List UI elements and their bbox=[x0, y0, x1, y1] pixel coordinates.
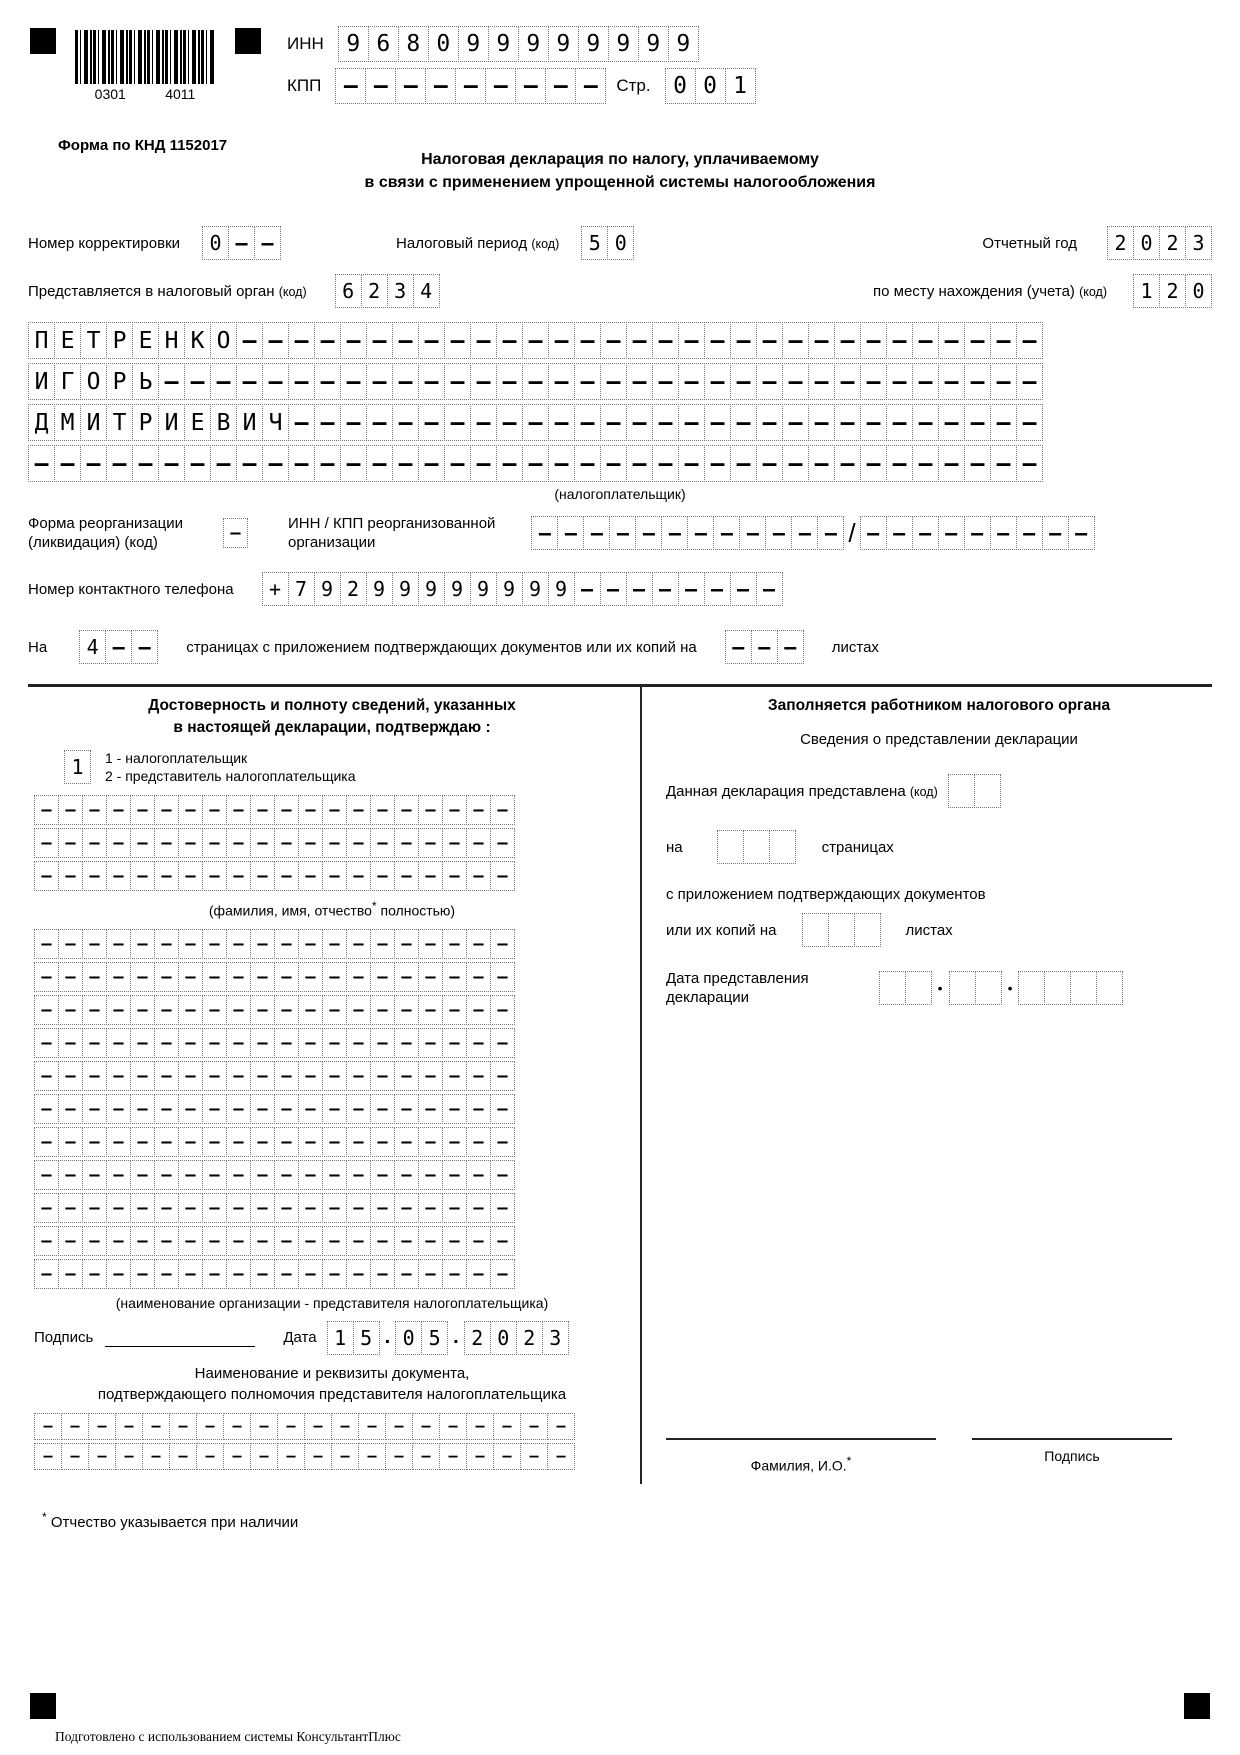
reorg-innkpp-label-line1: ИНН / КПП реорганизованной bbox=[288, 515, 496, 532]
officer-sign-signature bbox=[972, 1438, 1172, 1474]
date-dot-2: . bbox=[453, 1326, 459, 1349]
org-name-line-8[interactable]: – – – – – – – – – – – – – – – – – – – – bbox=[34, 1160, 630, 1190]
location-code-suffix: (код) bbox=[1079, 284, 1107, 299]
authority-location-row bbox=[0, 274, 1240, 308]
org-name-line-4[interactable]: – – – – – – – – – – – – – – – – – – – – bbox=[34, 1028, 630, 1058]
signature-label: Подпись bbox=[34, 1329, 94, 1347]
confirmation-section bbox=[28, 684, 1212, 1484]
authority-document-title bbox=[34, 1363, 630, 1405]
barcode-number-left: 0301 bbox=[94, 86, 126, 102]
signature-date-row bbox=[34, 1321, 630, 1355]
page-label: Стр. bbox=[616, 76, 651, 95]
pages-row bbox=[0, 630, 1240, 664]
officer-copies-suffix: листах bbox=[905, 921, 953, 939]
taxpayer-name-line-1[interactable]: П Е Т Р Е Н К О – – – – – – – – – – – – – – – – – – – – – – – – – – – – – – – bbox=[28, 322, 1043, 359]
producer-credit: Подготовлено с использованием системы КонсультантПлюс bbox=[55, 1729, 401, 1744]
officer-copies-field[interactable] bbox=[802, 913, 881, 947]
org-name-line-5[interactable]: – – – – – – – – – – – – – – – – – – – – bbox=[34, 1061, 630, 1091]
org-name-line-3[interactable]: – – – – – – – – – – – – – – – – – – – – bbox=[34, 995, 630, 1025]
org-caption: (наименование организации - представителя налогоплательщика) bbox=[115, 1294, 549, 1311]
authority-document-block bbox=[34, 1413, 630, 1470]
authority-document-title-line2: подтверждающего полномочия представителя налогоплательщика bbox=[97, 1385, 567, 1403]
org-name-line-9[interactable]: – – – – – – – – – – – – – – – – – – – – bbox=[34, 1193, 630, 1223]
officer-name-label bbox=[666, 1454, 936, 1474]
taxpayer-name-block bbox=[0, 322, 1240, 482]
officer-date-month-field[interactable] bbox=[949, 971, 1002, 1005]
signer-code-field[interactable]: 1 bbox=[64, 750, 91, 784]
officer-date-bullet-2: • bbox=[1007, 980, 1013, 996]
report-year-label: Отчетный год bbox=[982, 234, 1077, 252]
inn-kpp-slash: / bbox=[848, 517, 856, 548]
taxpayer-name-line-4[interactable]: – – – – – – – – – – – – – – – – – – – – – – – – – – – – – – – – – – – – – – – bbox=[28, 445, 1043, 482]
officer-copies-row bbox=[666, 913, 1212, 947]
signer-code-row bbox=[34, 749, 630, 785]
officer-date-day-field[interactable] bbox=[879, 971, 932, 1005]
officer-header: Заполняется работником налогового органа bbox=[767, 697, 1111, 714]
document-title-line1: Налоговая декларация по налогу, уплачиваемому bbox=[421, 151, 819, 168]
tax-authority-code-suffix: (код) bbox=[278, 284, 307, 299]
fio-caption-pre: (фамилия, имя, отчество bbox=[208, 902, 372, 919]
correction-label: Номер корректировки bbox=[28, 234, 181, 252]
officer-copies-prefix: или их копий на bbox=[666, 921, 777, 939]
date-label: Дата bbox=[283, 1329, 317, 1347]
taxpayer-confirmation-column bbox=[28, 687, 640, 1484]
inn-field[interactable]: 9 6 8 0 9 9 9 9 9 9 9 9 bbox=[338, 26, 699, 62]
signature-line[interactable] bbox=[105, 1328, 255, 1347]
tax-authority-field[interactable]: 6 2 3 4 bbox=[335, 274, 440, 308]
inn-label: ИНН bbox=[287, 34, 324, 53]
officer-date-label bbox=[666, 969, 809, 1007]
kpp-label: КПП bbox=[287, 76, 322, 95]
officer-subheader: Сведения о представлении декларации bbox=[800, 731, 1078, 748]
phone-row bbox=[0, 572, 1240, 606]
pages-middle-text: страницах с приложением подтверждающих документов или их копий на bbox=[186, 638, 697, 656]
location-code-label-text: по месту нахождения (учета) bbox=[873, 282, 1075, 300]
date-dot-1: . bbox=[384, 1326, 391, 1349]
page-number-field[interactable]: 0 0 1 bbox=[665, 68, 756, 104]
officer-date-year-field[interactable] bbox=[1018, 971, 1123, 1005]
correction-field[interactable]: 0 – – bbox=[202, 226, 281, 260]
form-code: Форма по КНД 1152017 bbox=[58, 137, 228, 154]
declaration-presented-row bbox=[666, 774, 1212, 808]
document-title bbox=[0, 148, 1240, 194]
registration-mark-top-left bbox=[30, 28, 56, 54]
tax-authority-label bbox=[28, 283, 307, 300]
reorg-form-label-line2: (ликвидация) (код) bbox=[28, 534, 158, 551]
barcode-labels bbox=[75, 86, 215, 102]
officer-signature-area bbox=[666, 1438, 1212, 1474]
fio-caption bbox=[34, 899, 630, 919]
report-year-field[interactable]: 2 0 2 3 bbox=[1107, 226, 1212, 260]
reorg-inn-field[interactable]: – – – – – – – – – – – – bbox=[531, 516, 844, 550]
org-name-line-1[interactable]: – – – – – – – – – – – – – – – – – – – – bbox=[34, 929, 630, 959]
tax-period-code-suffix: (код) bbox=[531, 236, 560, 251]
officer-pages-row bbox=[666, 830, 1212, 864]
taxpayer-name-line-3[interactable]: Д М И Т Р И Е В И Ч – – – – – – – – – – – – – – – – – – – – – – – – – – – – – bbox=[28, 404, 1043, 441]
officer-attach-text-row bbox=[666, 886, 1212, 903]
presented-label bbox=[666, 783, 938, 800]
pages-suffix: листах bbox=[831, 638, 879, 656]
signer-fio-line-3[interactable]: – – – – – – – – – – – – – – – – – – – – bbox=[34, 861, 630, 891]
reorg-kpp-field[interactable]: – – – – – – – – – bbox=[860, 516, 1095, 550]
officer-pages-field[interactable] bbox=[717, 830, 796, 864]
footnote-text: Отчество указывается при наличии bbox=[50, 1513, 299, 1531]
org-name-line-7[interactable]: – – – – – – – – – – – – – – – – – – – – bbox=[34, 1127, 630, 1157]
date-year-field[interactable]: 2 0 2 3 bbox=[464, 1321, 569, 1355]
fio-caption-post: полностью) bbox=[380, 902, 456, 919]
location-code-field[interactable]: 1 2 0 bbox=[1133, 274, 1212, 308]
pages-count-field[interactable]: 4 – – bbox=[79, 630, 158, 664]
signer-fio-line-1[interactable]: – – – – – – – – – – – – – – – – – – – – bbox=[34, 795, 630, 825]
tax-authority-label-text: Представляется в налоговый орган bbox=[28, 282, 275, 300]
org-name-line-10[interactable]: – – – – – – – – – – – – – – – – – – – – bbox=[34, 1226, 630, 1256]
registration-mark-bottom-right bbox=[1184, 1693, 1210, 1719]
tax-period-label bbox=[396, 235, 559, 252]
registration-mark-bottom-left bbox=[30, 1693, 56, 1719]
tax-period-label-text: Налоговый период bbox=[396, 234, 528, 252]
org-name-line-2[interactable]: – – – – – – – – – – – – – – – – – – – – bbox=[34, 962, 630, 992]
presented-code-field[interactable] bbox=[948, 774, 1001, 808]
header-block bbox=[0, 112, 1240, 212]
date-month-field[interactable]: 0 5 bbox=[395, 1321, 448, 1355]
tax-officer-column bbox=[640, 687, 1212, 1484]
officer-pages-prefix: на bbox=[666, 838, 683, 856]
authority-document-line-2[interactable]: – – – – – – – – – – – – – – – – – – – – bbox=[34, 1443, 630, 1470]
reorg-form-label-line1: Форма реорганизации bbox=[28, 515, 183, 532]
officer-date-row bbox=[666, 969, 1212, 1007]
confirmation-header-line2: в настоящей декларации, подтверждаю : bbox=[173, 719, 491, 736]
signer-code-legend bbox=[105, 749, 356, 785]
officer-date-label-line2: декларации bbox=[666, 989, 749, 1006]
attachment-sheets-field[interactable]: – – – bbox=[725, 630, 804, 664]
registration-mark-top-center bbox=[235, 28, 261, 54]
kpp-field[interactable]: – – – – – – – – – bbox=[335, 68, 606, 104]
officer-date-label-line1: Дата представления bbox=[666, 970, 809, 987]
footnote-asterisk: * bbox=[42, 1509, 47, 1524]
inn-row bbox=[287, 26, 699, 62]
signer-code-legend-1: 1 - налогоплательщик bbox=[105, 750, 248, 766]
officer-date-bullet-1: • bbox=[937, 980, 943, 996]
org-name-line-6[interactable]: – – – – – – – – – – – – – – – – – – – – bbox=[34, 1094, 630, 1124]
confirmation-header bbox=[34, 695, 630, 739]
taxpayer-name-line-2[interactable]: И Г О Р Ь – – – – – – – – – – – – – – – – – – – – – – – – – – – – – – – – – – bbox=[28, 363, 1043, 400]
tax-period-field[interactable]: 5 0 bbox=[581, 226, 634, 260]
presented-label-text: Данная декларация представлена bbox=[666, 782, 906, 800]
barcode-number-right: 4011 bbox=[165, 86, 196, 102]
footnote bbox=[42, 1510, 1240, 1531]
reorg-innkpp-label bbox=[288, 514, 495, 552]
authority-document-line-1[interactable]: – – – – – – – – – – – – – – – – – – – – bbox=[34, 1413, 630, 1440]
representative-org-block bbox=[34, 929, 630, 1289]
form-barcode bbox=[75, 30, 215, 84]
reorg-form-field[interactable]: – bbox=[223, 518, 248, 548]
reorg-form-label bbox=[28, 514, 183, 552]
document-title-line2: в связи с применением упрощенной системы налогообложения bbox=[364, 174, 876, 191]
phone-label: Номер контактного телефона bbox=[28, 580, 234, 598]
officer-sign-label: Подпись bbox=[1044, 1448, 1100, 1464]
taxpayer-caption: (налогоплательщик) bbox=[554, 486, 686, 502]
officer-sign-line[interactable] bbox=[972, 1438, 1172, 1440]
location-code-label bbox=[873, 283, 1107, 300]
authority-document-title-line1: Наименование и реквизиты документа, bbox=[194, 1364, 470, 1382]
signer-code-legend-2: 2 - представитель налогоплательщика bbox=[105, 768, 356, 784]
reorg-innkpp-label-line2: организации bbox=[288, 534, 376, 551]
kpp-row bbox=[287, 68, 756, 104]
officer-name-line[interactable] bbox=[666, 1438, 936, 1440]
pages-prefix: На bbox=[28, 638, 48, 656]
confirmation-header-line1: Достоверность и полноту сведений, указанных bbox=[148, 697, 516, 714]
correction-period-year-row bbox=[0, 226, 1240, 260]
signer-fio-line-2[interactable]: – – – – – – – – – – – – – – – – – – – – bbox=[34, 828, 630, 858]
presented-code-suffix: (код) bbox=[909, 784, 938, 799]
officer-attach-text: с приложением подтверждающих документов bbox=[666, 886, 986, 903]
officer-name-label-text: Фамилия, И.О. bbox=[750, 1457, 847, 1474]
org-name-line-11[interactable]: – – – – – – – – – – – – – – – – – – – – bbox=[34, 1259, 630, 1289]
officer-name-asterisk: * bbox=[846, 1454, 852, 1468]
date-day-field[interactable]: 1 5 bbox=[327, 1321, 380, 1355]
top-id-area bbox=[0, 0, 1240, 112]
officer-name-signature bbox=[666, 1438, 936, 1474]
fio-caption-asterisk: * bbox=[371, 899, 377, 913]
reorganization-row bbox=[0, 514, 1240, 552]
signer-fio-block bbox=[34, 795, 630, 891]
officer-pages-suffix: страницах bbox=[821, 838, 894, 856]
phone-field[interactable]: + 7 9 2 9 9 9 9 9 9 9 9 – – – – – – – – bbox=[262, 572, 783, 606]
